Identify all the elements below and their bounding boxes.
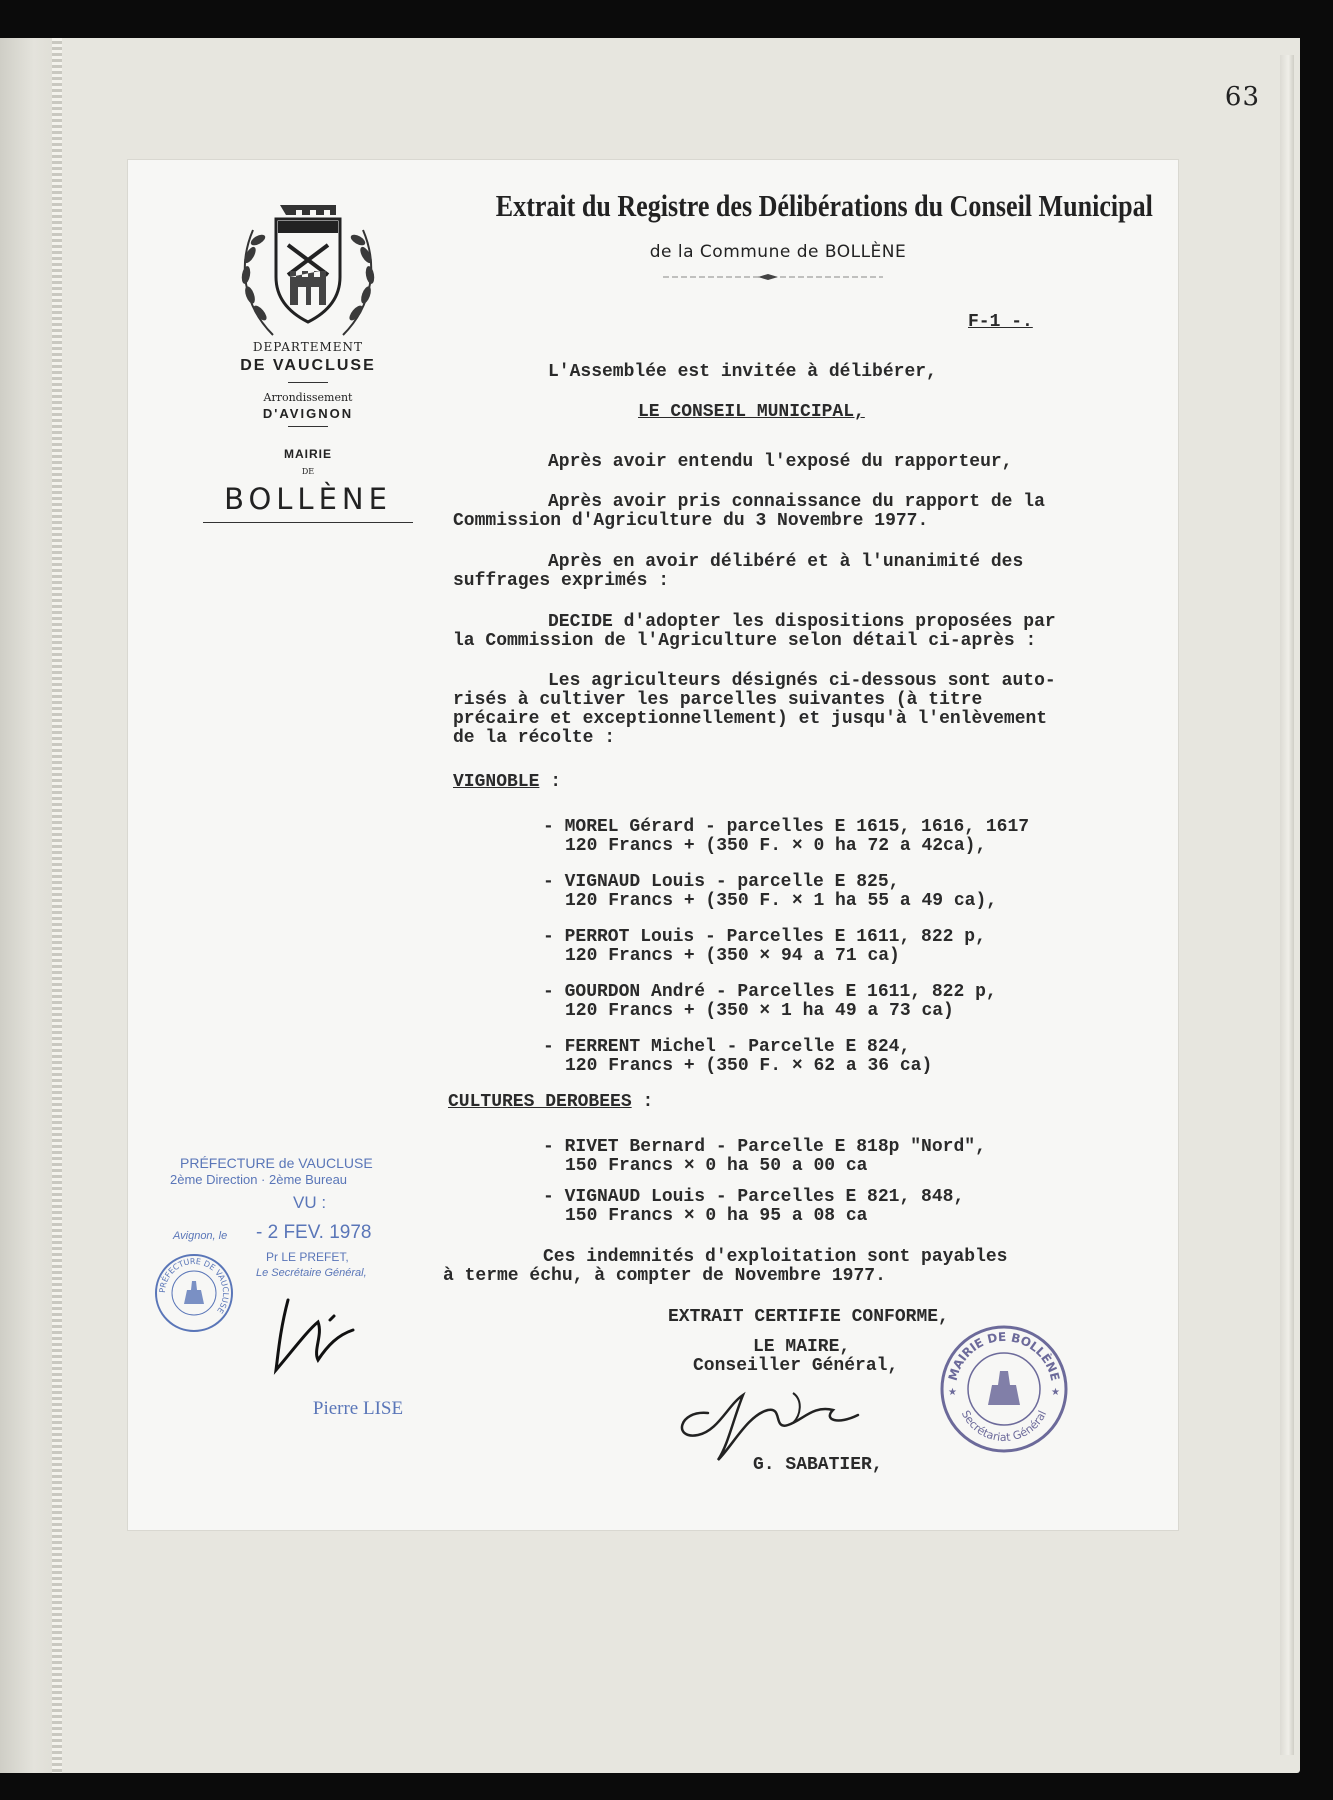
paragraph-5-line-4: de la récolte : [453,728,616,748]
maire-line: LE MAIRE, [753,1337,851,1357]
vignoble-heading: VIGNOBLE : [453,772,562,792]
vignoble-entry-1-line-1: - MOREL Gérard - parcelles E 1615, 1616, 1617 [543,817,1030,837]
cultures-entry-1-line-2: 150 Francs × 0 ha 50 a 00 ca [565,1156,868,1176]
department-label: DEPARTEMENT [252,340,364,354]
cultures-entry-2-line-1: - VIGNAUD Louis - Parcelles E 821, 848, [543,1187,965,1207]
town-name: BOLLÈNE [224,482,392,516]
vignoble-entry-5-line-2: 120 Francs + (350 F. × 62 a 36 ca) [565,1056,933,1076]
paragraph-1: Après avoir entendu l'exposé du rapporteur, [548,452,1013,472]
vignoble-entry-5-line-1: - FERRENT Michel - Parcelle E 824, [543,1037,911,1057]
paragraph-2-line-1: Après avoir pris connaissance du rapport de la [548,492,1045,512]
folio-number: 63 [1224,82,1260,112]
paragraph-5-line-2: risés à cultiver les parcelles suivantes (à titre [453,690,983,710]
paragraph-4-line-2: la Commission de l'Agriculture selon détail ci-après : [453,631,1037,651]
paragraph-3-line-2: suffrages exprimés : [453,571,670,591]
cultures-entry-1-line-1: - RIVET Bernard - Parcelle E 818p "Nord", [543,1137,986,1157]
seal-top-text: MAIRIE DE BOLLÈNE [945,1329,1063,1383]
prefecture-stamp-vu: VU : [293,1193,327,1212]
mairie-seal [938,1323,1070,1455]
prefecture-stamp-place: Avignon, le [173,1230,228,1242]
vignoble-entry-3-line-2: 120 Francs + (350 × 94 a 71 ca) [565,946,900,966]
cultures-entry-2-line-2: 150 Francs × 0 ha 95 a 08 ca [565,1206,868,1226]
reference-number: F-1 -. [968,312,1033,332]
letterhead-divider [288,382,328,383]
prefecture-stamp-date: - 2 FEV. 1978 [256,1222,372,1243]
mairie-de: DE [301,467,315,476]
vignoble-entry-2-line-2: 120 Francs + (350 F. × 1 ha 55 a 49 ca), [565,891,998,911]
prefecture-seal-text: PRÉFECTURE DE VAUCLUSE [157,1256,231,1315]
seal-bottom-text: Secrétariat Général [958,1408,1050,1445]
prefecture-stamp-line-1: PRÉFECTURE de VAUCLUSE [180,1155,373,1171]
svg-text:★: ★ [1051,1387,1060,1398]
vignoble-entry-3-line-1: - PERROT Louis - Parcelles E 1611, 822 p, [543,927,986,947]
paragraph-5-line-1: Les agriculteurs désignés ci-dessous sont auto- [548,671,1056,691]
paragraph-5-line-3: précaire et exceptionnellement) et jusqu'à l'enlèvement [453,709,1048,729]
prefecture-stamp-prefet: Pr LE PREFET, [266,1250,349,1264]
closing-line-2: à terme échu, à compter de Novembre 1977. [443,1266,886,1286]
closing-line-1: Ces indemnités d'exploitation sont payables [543,1247,1008,1267]
certified-line: EXTRAIT CERTIFIE CONFORME, [668,1307,949,1327]
arrondissement-name: D'AVIGNON [262,406,354,421]
prefecture-signature [268,1290,363,1380]
prefecture-stamp-line-2: 2ème Direction · 2ème Bureau [170,1172,348,1187]
council-heading: LE CONSEIL MUNICIPAL, [638,402,865,422]
mairie-label: MAIRIE [284,447,332,461]
page-edges [52,38,62,1773]
invitation-line: L'Assemblée est invitée à délibérer, [548,362,937,382]
letterhead-divider [288,426,328,427]
department-name: DE VAUCLUSE [240,357,376,374]
deliberation-sheet [128,160,1178,1530]
paragraph-2-line-2: Commission d'Agriculture du 3 Novembre 1977. [453,511,929,531]
prefecture-stamp-secretaire: Le Secrétaire Général, [256,1267,367,1279]
mayor-signature [673,1375,873,1465]
right-page-edge [1280,55,1294,1755]
document-subtitle: de la Commune de BOLLÈNE [649,242,907,262]
signatory-name: G. SABATIER, [753,1455,883,1475]
document-title: Extrait du Registre des Délibérations du Conseil Municipal [495,188,1153,223]
arrondissement-label: Arrondissement [263,391,353,404]
vignoble-entry-2-line-1: - VIGNAUD Louis - parcelle E 825, [543,872,900,892]
conseiller-line: Conseiller Général, [693,1356,899,1376]
town-underline [203,522,413,523]
prefecture-signatory-name: Pierre LISE [312,1398,404,1419]
svg-text:★: ★ [948,1387,957,1398]
cultures-heading: CULTURES DEROBEES : [448,1092,654,1112]
svg-text:Secrétariat Général [959,1408,1049,1444]
vignoble-entry-4-line-1: - GOURDON André - Parcelles E 1611, 822 p, [543,982,997,1002]
bollene-crest-icon [228,195,388,345]
paragraph-3-line-1: Après en avoir délibéré et à l'unanimité des [548,552,1024,572]
ornament-rule [663,272,883,282]
vignoble-entry-1-line-2: 120 Francs + (350 F. × 0 ha 72 a 42ca), [565,836,987,856]
paragraph-4-line-1: DECIDE d'adopter les dispositions proposées par [548,612,1056,632]
prefecture-seal [153,1252,235,1334]
vignoble-entry-4-line-2: 120 Francs + (350 × 1 ha 49 a 73 ca) [565,1001,954,1021]
